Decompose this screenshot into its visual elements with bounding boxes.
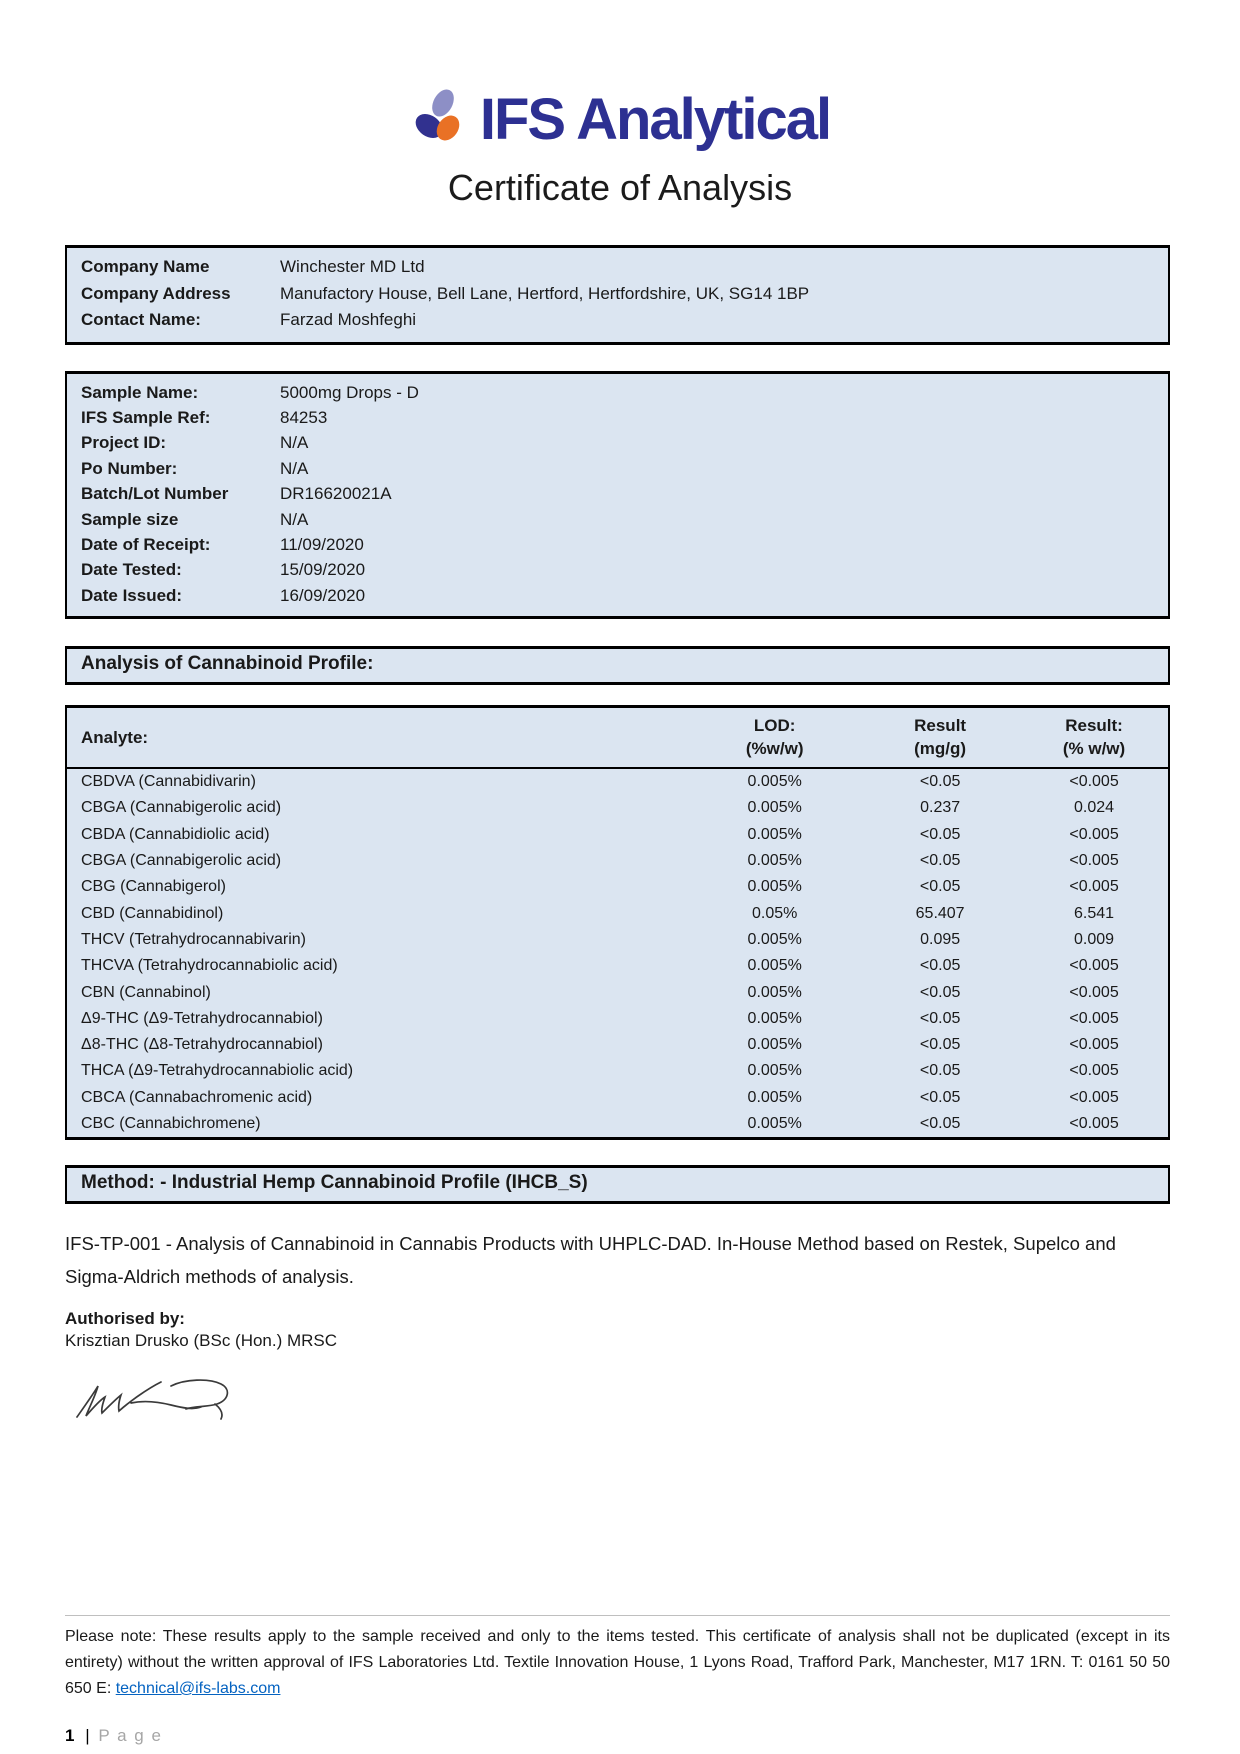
result-pct-value: <0.005 <box>1069 1088 1119 1106</box>
cannabinoid-results-table <box>65 705 1170 1140</box>
lod-value: 0.005% <box>747 1115 802 1133</box>
field-label: Sample size <box>81 509 179 529</box>
table-row <box>66 1085 1169 1111</box>
field-label: Date Tested: <box>81 560 182 580</box>
result-mg-value: 65.407 <box>915 904 965 922</box>
lod-value: 0.005% <box>747 1062 802 1080</box>
analyte-name: CBD (Cannabidinol) <box>81 904 224 922</box>
lod-value: 0.005% <box>747 878 802 896</box>
email-link[interactable]: technical@ifs-labs.com <box>115 1679 281 1697</box>
result-pct-value: <0.005 <box>1069 1009 1119 1027</box>
result-mg-value: <0.05 <box>919 825 961 843</box>
authorised-by-name: Krisztian Drusko (BSc (Hon.) MRSC <box>65 1331 338 1351</box>
field-value: 5000mg Drops - D <box>280 382 419 402</box>
table-row <box>66 980 1169 1006</box>
result-mg-value: <0.05 <box>919 983 961 1001</box>
table-row <box>66 1006 1169 1032</box>
results-header-row <box>66 707 1169 769</box>
result-mg-value: <0.05 <box>919 1088 961 1106</box>
analyte-name: Δ9-THC (Δ9-Tetrahydrocannabiol) <box>81 1009 323 1027</box>
analyte-name: CBDA (Cannabidiolic acid) <box>81 825 270 843</box>
footer-divider <box>65 1615 1170 1616</box>
table-row <box>66 953 1169 979</box>
field-value: DR16620021A <box>280 484 392 504</box>
result-pct-value: <0.005 <box>1069 1115 1119 1133</box>
table-row <box>66 768 1169 795</box>
lod-value: 0.005% <box>747 983 802 1001</box>
analyte-name: CBC (Cannabichromene) <box>81 1115 261 1133</box>
analyte-name: CBN (Cannabinol) <box>81 983 211 1001</box>
field-label: Company Address <box>81 283 231 303</box>
field-label: Contact Name: <box>81 310 201 329</box>
company-logo <box>0 0 1240 153</box>
method-description: IFS-TP-001 - Analysis of Cannabinoid in Cannabis Products with UHPLC-DAD. In-House Method based on Restek, Supelco and Sigma-Aldrich methods of analysis. <box>65 1233 1116 1288</box>
lod-value: 0.005% <box>747 825 802 843</box>
result-mg-value: <0.05 <box>919 773 961 791</box>
result-mg-value: <0.05 <box>919 957 961 975</box>
sample-info-row <box>67 532 1168 557</box>
company-info-row <box>67 307 1168 334</box>
sample-info-row <box>67 430 1168 455</box>
method-section-header: Method: - Industrial Hemp Cannabinoid Profile (IHCB_S) <box>65 1165 1170 1204</box>
page-number-separator: | <box>85 1725 90 1745</box>
company-info-row <box>67 281 1168 308</box>
lod-value: 0.005% <box>747 799 802 817</box>
table-row <box>66 927 1169 953</box>
column-header-result-mg: Result (mg/g) <box>860 707 1020 769</box>
result-mg-value: <0.05 <box>919 1009 961 1027</box>
authorised-by-label: Authorised by: <box>65 1309 185 1329</box>
table-row <box>66 874 1169 900</box>
field-value: Winchester MD Ltd <box>280 257 425 276</box>
signature-image <box>73 1371 1170 1429</box>
analyte-name: Δ8-THC (Δ8-Tetrahydrocannabiol) <box>81 1036 323 1054</box>
field-label: Batch/Lot Number <box>81 484 229 504</box>
column-header-result-pct: Result: (% w/w) <box>1020 707 1169 769</box>
analyte-name: CBG (Cannabigerol) <box>81 878 226 896</box>
analysis-section-header: Analysis of Cannabinoid Profile: <box>65 646 1170 685</box>
result-mg-value: <0.05 <box>919 878 961 896</box>
ifs-tri-petal-logo-icon <box>410 86 466 153</box>
table-row <box>66 1058 1169 1084</box>
lod-value: 0.005% <box>747 1009 802 1027</box>
field-label: IFS Sample Ref: <box>81 407 211 427</box>
table-row <box>66 795 1169 821</box>
field-value: N/A <box>280 433 309 453</box>
lod-value: 0.005% <box>747 957 802 975</box>
result-pct-value: <0.005 <box>1069 957 1119 975</box>
lod-value: 0.005% <box>747 852 802 870</box>
result-pct-value: <0.005 <box>1069 773 1119 791</box>
table-row <box>66 822 1169 848</box>
analyte-name: CBDVA (Cannabidivarin) <box>81 773 256 791</box>
analyte-name: THCA (Δ9-Tetrahydrocannabiolic acid) <box>81 1062 354 1080</box>
result-mg-value: 0.095 <box>920 930 961 948</box>
company-info-row <box>67 254 1168 281</box>
field-value: Manufactory House, Bell Lane, Hertford, Hertfordshire, UK, SG14 1BP <box>280 283 810 303</box>
column-header-analyte: Analyte: <box>66 707 689 769</box>
result-pct-value: <0.005 <box>1069 1062 1119 1080</box>
company-info-table <box>65 245 1170 345</box>
table-row <box>66 848 1169 874</box>
result-pct-value: <0.005 <box>1069 878 1119 896</box>
lod-value: 0.005% <box>747 1036 802 1054</box>
result-mg-value: <0.05 <box>919 1062 961 1080</box>
analyte-name: CBGA (Cannabigerolic acid) <box>81 852 282 870</box>
page-number-value: 1 <box>65 1725 75 1745</box>
field-value: N/A <box>280 509 309 529</box>
result-pct-value: <0.005 <box>1069 852 1119 870</box>
table-row <box>66 901 1169 927</box>
result-pct-value: <0.005 <box>1069 1036 1119 1054</box>
lod-value: 0.05% <box>751 904 798 922</box>
result-pct-value: 0.024 <box>1074 799 1115 817</box>
column-header-lod: LOD: (%w/w) <box>689 707 860 769</box>
field-label: Project ID: <box>81 433 167 453</box>
lod-value: 0.005% <box>747 930 802 948</box>
sample-info-row <box>67 557 1168 582</box>
field-label: Sample Name: <box>81 382 199 402</box>
field-label: Po Number: <box>81 458 178 478</box>
result-pct-value: <0.005 <box>1069 825 1119 843</box>
sample-info-table <box>65 371 1170 620</box>
footer-disclaimer <box>65 1624 1170 1701</box>
sample-info-row <box>67 507 1168 532</box>
page-number <box>65 1726 1170 1746</box>
sample-info-row <box>67 380 1168 405</box>
field-value: 15/09/2020 <box>280 560 366 580</box>
page-label: P a g e <box>98 1725 163 1745</box>
result-pct-value: 6.541 <box>1074 904 1115 922</box>
disclaimer-text: Please note: These results apply to the sample received and only to the items tested. This certificate of analysis shall not be duplicated (except in its entirety) without the written approval of IFS Laboratories Ltd. Textile Innovation House, 1 Lyons Road, Trafford Park, Manchester, M17 1RN. T: 0161 50 50 650 E: <box>65 1628 1170 1697</box>
analyte-name: CBCA (Cannabachromenic acid) <box>81 1088 313 1106</box>
logo-wordmark: IFS Analytical <box>479 87 831 152</box>
lod-value: 0.005% <box>747 1088 802 1106</box>
sample-info-row <box>67 456 1168 481</box>
result-mg-value: <0.05 <box>919 1115 961 1133</box>
field-value: N/A <box>280 458 309 478</box>
sample-info-row <box>67 583 1168 608</box>
result-mg-value: 0.237 <box>920 799 961 817</box>
field-value: 16/09/2020 <box>280 585 366 605</box>
sample-info-row <box>67 481 1168 506</box>
analyte-name: CBGA (Cannabigerolic acid) <box>81 799 282 817</box>
field-label: Date Issued: <box>81 585 183 605</box>
field-value: 84253 <box>280 407 328 427</box>
lod-value: 0.005% <box>747 773 802 791</box>
table-row <box>66 1032 1169 1058</box>
result-mg-value: <0.05 <box>919 1036 961 1054</box>
result-pct-value: 0.009 <box>1074 930 1115 948</box>
analyte-name: THCVA (Tetrahydrocannabiolic acid) <box>81 957 338 975</box>
field-label: Company Name <box>81 257 210 276</box>
result-pct-value: <0.005 <box>1069 983 1119 1001</box>
table-row <box>66 1111 1169 1139</box>
document-title: Certificate of Analysis <box>447 167 793 208</box>
analyte-name: THCV (Tetrahydrocannabivarin) <box>81 930 306 948</box>
result-mg-value: <0.05 <box>919 852 961 870</box>
field-label: Date of Receipt: <box>81 534 211 554</box>
sample-info-row <box>67 405 1168 430</box>
field-value: Farzad Moshfeghi <box>280 310 417 329</box>
field-value: 11/09/2020 <box>280 534 364 554</box>
